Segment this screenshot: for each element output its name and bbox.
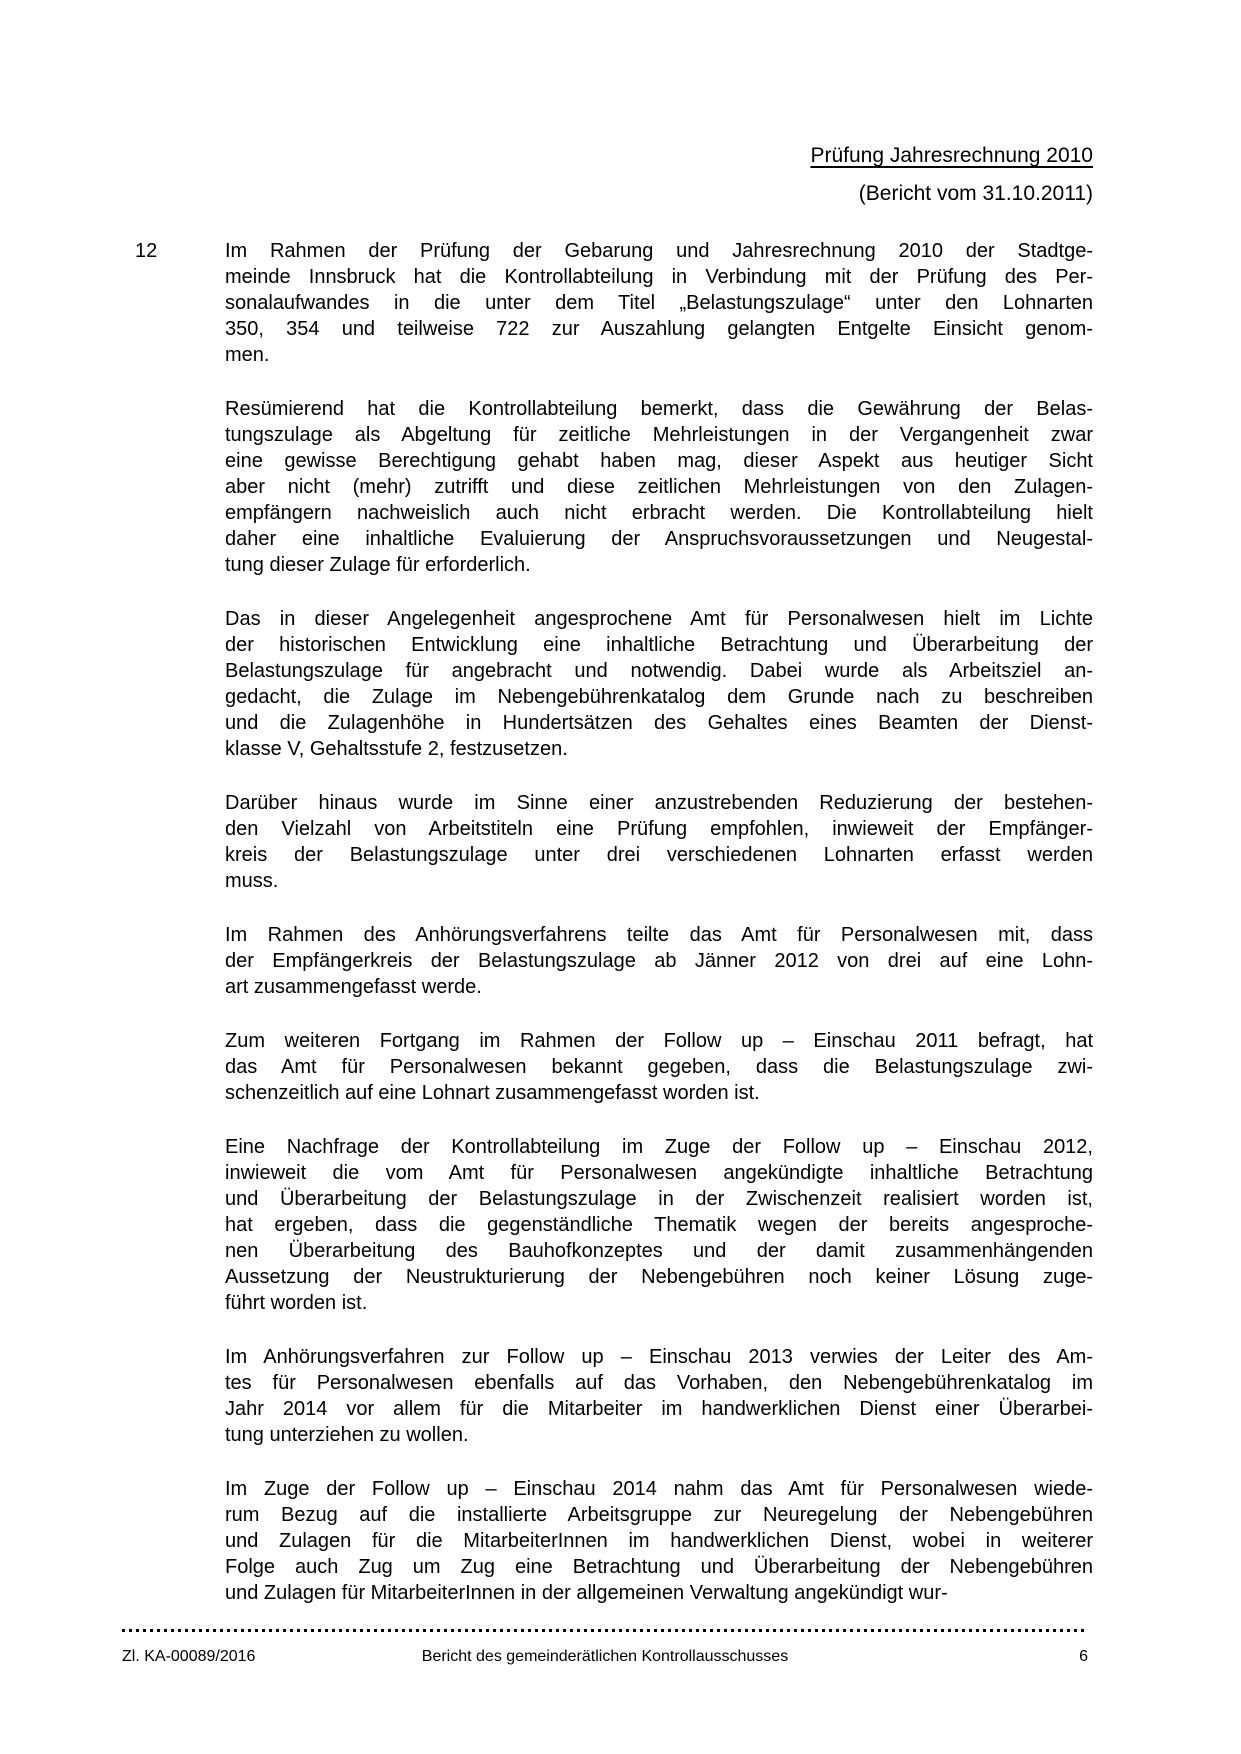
paragraph-line: Im Rahmen der Prüfung der Gebarung und Jahresrechnung 2010 der Stadtge- <box>225 240 1093 262</box>
paragraph-line: klasse V, Gehaltsstufe 2, festzusetzen. <box>225 738 568 760</box>
document-body <box>225 238 1093 1634</box>
paragraph <box>225 1028 1093 1106</box>
paragraph <box>225 238 1093 368</box>
paragraph-line: führt worden ist. <box>225 1292 368 1314</box>
paragraph-line: und die Zulagenhöhe in Hundertsätzen des Gehaltes eines Beamten der Dienst- <box>225 712 1093 734</box>
paragraph <box>225 922 1093 1000</box>
paragraph-line: empfängern nachweislich auch nicht erbracht werden. Die Kontrollabteilung hielt <box>225 502 1093 524</box>
footer-report-name: Bericht des gemeinderätlichen Kontrollausschusses <box>421 1648 789 1665</box>
paragraph-line: Folge auch Zug um Zug eine Betrachtung und Überarbeitung der Nebengebühren <box>225 1556 1093 1578</box>
report-date: (Bericht vom 31.10.2011) <box>858 182 1093 205</box>
footer-dotted-rule <box>122 1629 1088 1632</box>
paragraph-line: Im Rahmen des Anhörungsverfahrens teilte das Amt für Personalwesen mit, dass <box>225 924 1093 946</box>
paragraph-line: kreis der Belastungszulage unter drei verschiedenen Lohnarten erfasst werden <box>225 844 1093 866</box>
paragraph-line: Aussetzung der Neustrukturierung der Nebengebühren noch keiner Lösung zuge- <box>225 1266 1093 1288</box>
paragraph-line: Eine Nachfrage der Kontrollabteilung im Zuge der Follow up – Einschau 2012, <box>225 1136 1093 1158</box>
paragraph-line: und Zulagen für MitarbeiterInnen in der allgemeinen Verwaltung angekündigt wur- <box>225 1582 948 1604</box>
document-header <box>810 143 1093 207</box>
paragraph-line: Im Anhörungsverfahren zur Follow up – Einschau 2013 verwies der Leiter des Am- <box>225 1346 1093 1368</box>
paragraph-line: Das in dieser Angelegenheit angesprochene Amt für Personalwesen hielt im Lichte <box>225 608 1093 630</box>
paragraph-line: tes für Personalwesen ebenfalls auf das Vorhaben, den Nebengebührenkatalog im <box>225 1372 1093 1394</box>
paragraph <box>225 396 1093 578</box>
paragraph-line: Im Zuge der Follow up – Einschau 2014 nahm das Amt für Personalwesen wiede- <box>225 1478 1093 1500</box>
paragraph <box>225 1344 1093 1448</box>
paragraph-line: der Empfängerkreis der Belastungszulage ab Jänner 2012 von drei auf eine Lohn- <box>225 950 1093 972</box>
paragraph-line: tung dieser Zulage für erforderlich. <box>225 554 531 576</box>
paragraph <box>225 1134 1093 1316</box>
paragraph-line: muss. <box>225 870 279 892</box>
paragraph-line: meinde Innsbruck hat die Kontrollabteilung in Verbindung mit der Prüfung des Per- <box>225 266 1093 288</box>
paragraph-line: 350, 354 und teilweise 722 zur Auszahlung gelangten Entgelte Einsicht genom- <box>225 318 1093 340</box>
paragraph <box>225 1476 1093 1606</box>
document-footer <box>122 1647 1088 1667</box>
paragraph <box>225 606 1093 762</box>
paragraph-line: gedacht, die Zulage im Nebengebührenkatalog dem Grunde nach zu beschreiben <box>225 686 1093 708</box>
document-title: Prüfung Jahresrechnung 2010 <box>810 144 1093 167</box>
paragraph-line: hat ergeben, dass die gegenständliche Thematik wegen der bereits angesproche- <box>225 1214 1093 1236</box>
paragraph-line: tungszulage als Abgeltung für zeitliche Mehrleistungen in der Vergangenheit zwar <box>225 424 1093 446</box>
paragraph-line: eine gewisse Berechtigung gehabt haben mag, dieser Aspekt aus heutiger Sicht <box>225 450 1093 472</box>
paragraph <box>225 790 1093 894</box>
footer-page-number: 6 <box>1079 1648 1088 1665</box>
paragraph-line: sonalaufwandes in die unter dem Titel „Belastungszulage“ unter den Lohnarten <box>225 292 1093 314</box>
paragraph-line: rum Bezug auf die installierte Arbeitsgruppe zur Neuregelung der Nebengebühren <box>225 1504 1093 1526</box>
paragraph-line: und Überarbeitung der Belastungszulage in der Zwischenzeit realisiert worden ist, <box>225 1188 1093 1210</box>
paragraph-line: schenzeitlich auf eine Lohnart zusammengefasst worden ist. <box>225 1082 760 1104</box>
paragraph-line: aber nicht (mehr) zutrifft und diese zeitlichen Mehrleistungen von den Zulagen- <box>225 476 1093 498</box>
paragraph-line: das Amt für Personalwesen bekannt gegeben, dass die Belastungszulage zwi- <box>225 1056 1093 1078</box>
paragraph-line: Jahr 2014 vor allem für die Mitarbeiter im handwerklichen Dienst einer Überarbei- <box>225 1398 1093 1420</box>
paragraph-line: inwieweit die vom Amt für Personalwesen angekündigte inhaltliche Betrachtung <box>225 1162 1093 1184</box>
paragraph-line: den Vielzahl von Arbeitstiteln eine Prüfung empfohlen, inwieweit der Empfänger- <box>225 818 1093 840</box>
paragraph-line: art zusammengefasst werde. <box>225 976 482 998</box>
footer-reference-number: Zl. KA-00089/2016 <box>122 1648 256 1665</box>
paragraph-line: nen Überarbeitung des Bauhofkonzeptes und der damit zusammenhängenden <box>225 1240 1093 1262</box>
paragraph-line: Resümierend hat die Kontrollabteilung bemerkt, dass die Gewährung der Belas- <box>225 398 1093 420</box>
paragraph-line: tung unterziehen zu wollen. <box>225 1424 469 1446</box>
paragraph-line: der historischen Entwicklung eine inhaltliche Betrachtung und Überarbeitung der <box>225 634 1093 656</box>
paragraph-line: Darüber hinaus wurde im Sinne einer anzustrebenden Reduzierung der bestehen- <box>225 792 1093 814</box>
margin-item-number: 12 <box>135 240 158 262</box>
paragraph-line: daher eine inhaltliche Evaluierung der Anspruchsvoraussetzungen und Neugestal- <box>225 528 1093 550</box>
paragraph-line: und Zulagen für die MitarbeiterInnen im handwerklichen Dienst, wobei in weiterer <box>225 1530 1093 1552</box>
paragraph-line: Belastungszulage für angebracht und notwendig. Dabei wurde als Arbeitsziel an- <box>225 660 1093 682</box>
paragraph-line: men. <box>225 344 270 366</box>
paragraph-line: Zum weiteren Fortgang im Rahmen der Follow up – Einschau 2011 befragt, hat <box>225 1030 1093 1052</box>
